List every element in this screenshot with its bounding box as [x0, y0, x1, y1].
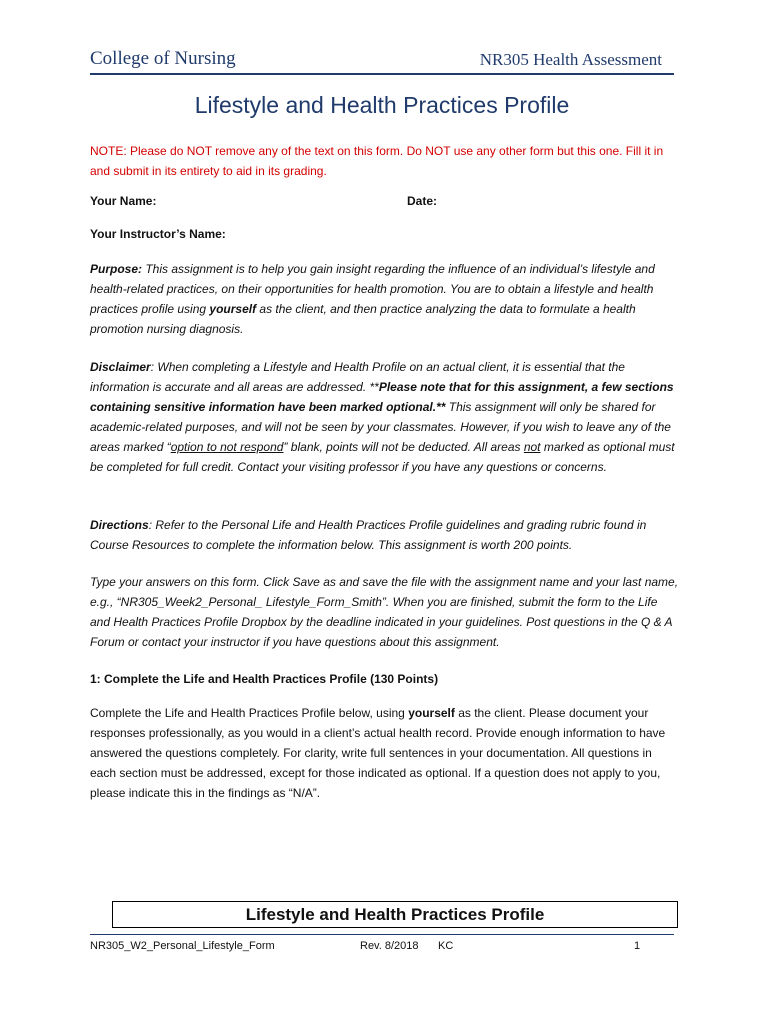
profile-title-box: Lifestyle and Health Practices Profile: [112, 901, 678, 928]
section-1-bold: yourself: [408, 706, 455, 720]
purpose-text-2: as the client, and then practice analyzing the data to formulate a health promotion nursing diagnosis.: [90, 302, 636, 336]
disclaimer-bold: Please note that for this assignment, a few sections containing sensitive information have been marked optional.**: [90, 380, 674, 414]
date-label: Date:: [407, 194, 438, 208]
directions-label: Directions: [90, 518, 149, 532]
footer-page-number: 1: [634, 940, 641, 952]
disclaimer-text-2: This assignment will only be shared for academic-related purposes, and will not be seen by your classmates. However, if you wish to leave any of the areas marked “: [90, 400, 671, 454]
course-name: NR305 Health Assessment: [479, 50, 662, 69]
disclaimer-not: not: [523, 440, 541, 454]
disclaimer-underlined: option to not respond: [170, 440, 284, 454]
instructor-label: Your Instructor’s Name:: [90, 227, 226, 241]
section-1-heading: 1: Complete the Life and Health Practices Profile (130 Points): [90, 672, 439, 686]
college-name: College of Nursing: [90, 48, 236, 69]
page-title: Lifestyle and Health Practices Profile: [194, 92, 570, 118]
page-header: [90, 46, 674, 74]
footer-initials: KC: [438, 940, 454, 952]
section-1-text-2: as the client. Please document your responses professionally, as you would in a client’s actual health record. Provide enough information to have answered the questions completely. For clarity, write full sentences in your documentation. All questions in each section must be addressed, except for those indicated as optional. If a question does not apply to you, please indicate this in the findings as “N/A”.: [90, 706, 666, 800]
disclaimer-label: Disclaimer: [90, 360, 151, 374]
header-divider: [90, 73, 674, 75]
directions-paragraph: [90, 515, 680, 555]
disclaimer-paragraph: [90, 357, 680, 477]
disclaimer-text-3: ” blank, points will not be deducted. All areas: [283, 440, 524, 454]
note-text: NOTE: Please do NOT remove any of the text on this form. Do NOT use any other form but this one. Fill it in and submit in its entirety to aid in its grading.: [90, 144, 664, 178]
footer-form-name: NR305_W2_Personal_Lifestyle_Form: [90, 940, 275, 952]
instructions-text: Type your answers on this form. Click Save as and save the file with the assignment name and your last name, e.g., “NR305_Week2_Personal_ Lifestyle_Form_Smith”. When you are finished, submit the form to the Life and Health Practices Profile Dropbox by the deadline indicated in your guidelines. Post questions in the Q & A Forum or contact your instructor if you have questions about this assignment.: [90, 575, 679, 649]
disclaimer-text-4: marked as optional must be completed for full credit. Contact your visiting professor if you have any questions or concerns.: [90, 440, 675, 474]
section-1-text-1: Complete the Life and Health Practices Profile below, using: [90, 706, 409, 720]
purpose-label: Purpose:: [90, 262, 143, 276]
disclaimer-text-1: : When completing a Lifestyle and Health Profile on an actual client, it is essential that the information is accurate and all areas are addressed. **: [90, 360, 625, 394]
purpose-text-1: This assignment is to help you gain insight regarding the influence of an individual’s lifestyle and health-related practices, on their opportunities for health promotion. You are to obtain a lifestyle and health practices profile using: [90, 262, 655, 316]
section-1-paragraph: [90, 703, 680, 803]
purpose-bold: yourself: [209, 302, 257, 316]
instructions-paragraph: [90, 572, 680, 652]
footer-revision: Rev. 8/2018: [360, 940, 419, 952]
footer-divider: [90, 934, 674, 935]
directions-text: : Refer to the Personal Life and Health Practices Profile guidelines and grading rubric found in Course Resources to complete the information below. This assignment is worth 200 points.: [90, 518, 647, 552]
purpose-paragraph: [90, 259, 680, 339]
name-label: Your Name:: [90, 194, 157, 208]
